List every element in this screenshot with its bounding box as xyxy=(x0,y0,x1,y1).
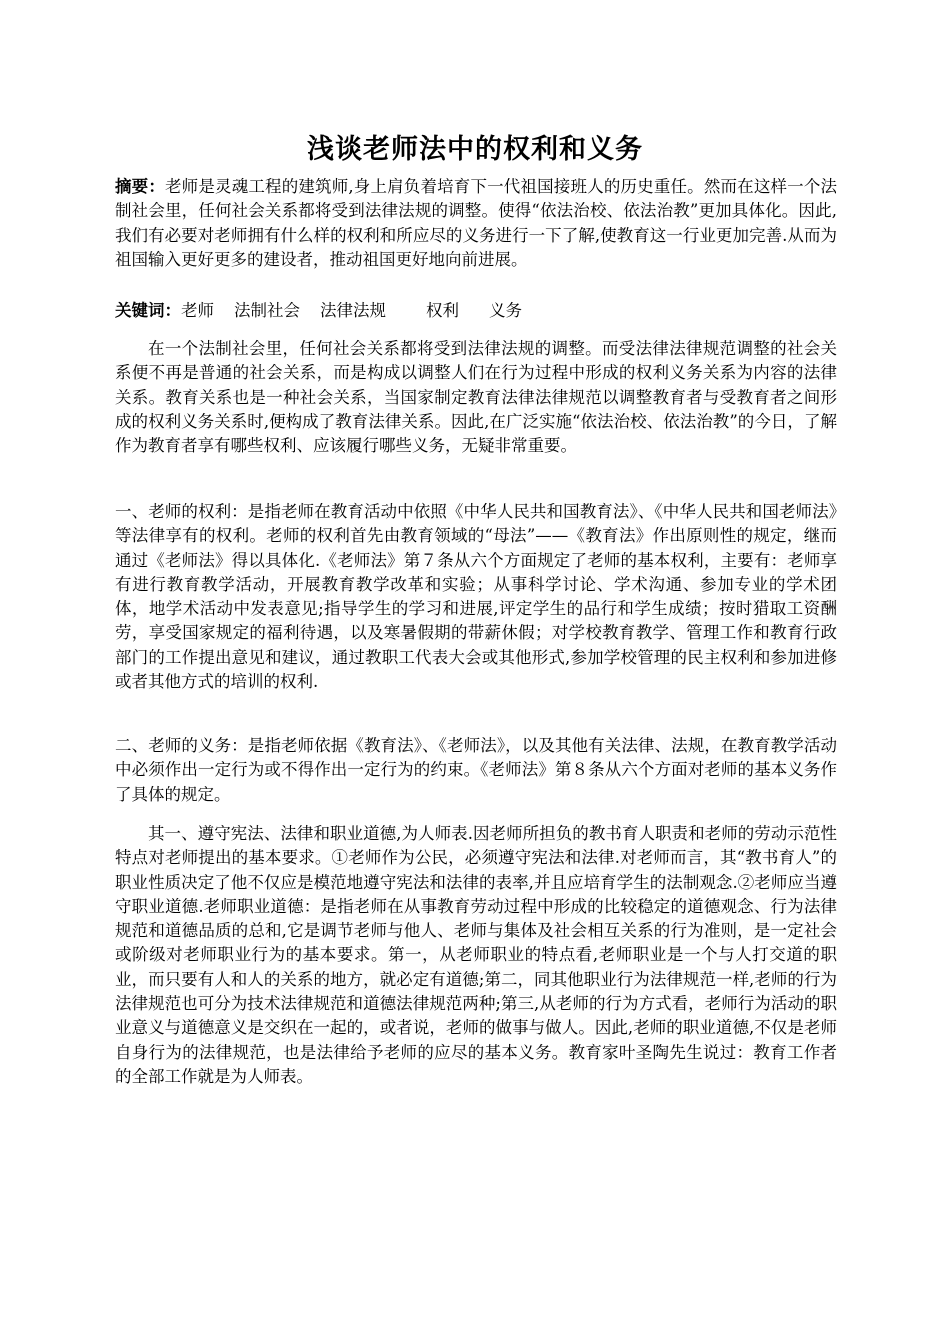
keyword-item: 权利 xyxy=(426,301,459,320)
document-title: 浅谈老师法中的权利和义务 xyxy=(307,134,643,165)
abstract-paragraph xyxy=(115,175,837,272)
rights-paragraph: 一、老师的权利：是指老师在教育活动中依照《中华人民共和国教育法》、《中华人民共和国老师法》等法律享有的权利。老师的权利首先由教育领域的“母法”——《教育法》作出原则性的规定，继而通过《老师法》得以具体化.《老师法》第７条从六个方面规定了老师的基本权利，主要有：老师享有进行教育教学活动，开展教育教学改革和实验；从事科学讨论、学术沟通、参加专业的学术团体，地学术活动中发表意见;指导学生的学习和进展,评定学生的品行和学生成绩；按时猎取工资酬劳，享受国家规定的福利待遇，以及寒暑假期的带薪休假；对学校教育教学、管理工作和教育行政部门的工作提出意见和建议，通过教职工代表大会或其他形式,参加学校管理的民主权利和参加进修或者其他方式的培训的权利. xyxy=(115,502,837,692)
abstract-label: 摘要： xyxy=(115,177,166,196)
keywords-label: 关键词： xyxy=(115,301,181,320)
keyword-item: 法制社会 xyxy=(234,301,300,320)
duties-paragraph: 二、老师的义务：是指老师依据《教育法》、《老师法》，以及其他有关法律、法规，在教育教学活动中必须作出一定行为或不得作出一定行为的约束。《老师法》第８条从六个方面对老师的基本义务作了具体的规定。 xyxy=(115,736,837,804)
abstract-text: 老师是灵魂工程的建筑师,身上肩负着培育下一代祖国接班人的历史重任。然而在这样一个法制社会里，任何社会关系都将受到法律法规的调整。使得“依法治校、依法治教”更加具体化。因此,我们有必要对老师拥有什么样的权利和所应尽的义务进行一下了解,使教育这一行业更加完善.从而为祖国输入更好更多的建设者，推动祖国更好地向前进展。 xyxy=(115,177,838,269)
intro-paragraph: 在一个法制社会里，任何社会关系都将受到法律法规的调整。而受法律法律规范调整的社会关系便不再是普通的社会关系，而是构成以调整人们在行为过程中形成的权利义务关系为内容的法律关系。教育关系也是一种社会关系，当国家制定教育法律法律规范以调整教育者与受教育者之间形成的权利义务关系时,便构成了教育法律关系。因此,在广泛实施“依法治校、依法治教”的今日，了解作为教育者享有哪些权利、应该履行哪些义务，无疑非常重要。 xyxy=(115,339,837,456)
keyword-item: 义务 xyxy=(489,301,522,320)
first-duty-paragraph: 其一、遵守宪法、法律和职业道德,为人师表.因老师所担负的教书育人职责和老师的劳动示范性特点对老师提出的基本要求。①老师作为公民，必须遵守宪法和法律.对老师而言，其“教书育人”的职业性质决定了他不仅应是模范地遵守宪法和法律的表率,并且应培育学生的法制观念.②老师应当遵守职业道德.老师职业道德：是指老师在从事教育劳动过程中形成的比较稳定的道德观念、行为法律规范和道德品质的总和,它是调节老师与他人、老师与集体及社会相互关系的行为准则，是一定社会或阶级对老师职业行为的基本要求。第一，从老师职业的特点看,老师职业是一个与人打交道的职业，而只要有人和人的关系的地方，就必定有道德;第二，同其他职业行为法律规范一样,老师的行为法律规范也可分为技术法律规范和道德法律规范两种;第三,从老师的行为方式看，老师行为活动的职业意义与道德意义是交织在一起的，或者说，老师的做事与做人。因此,老师的职业道德,不仅是老师自身行为的法律规范，也是法律给予老师的应尽的基本义务。教育家叶圣陶先生说过：教育工作者的全部工作就是为人师表。 xyxy=(115,824,837,1086)
keyword-item: 老师 xyxy=(181,301,214,320)
keyword-item: 法律法规 xyxy=(320,301,386,320)
keywords-line xyxy=(115,299,837,323)
